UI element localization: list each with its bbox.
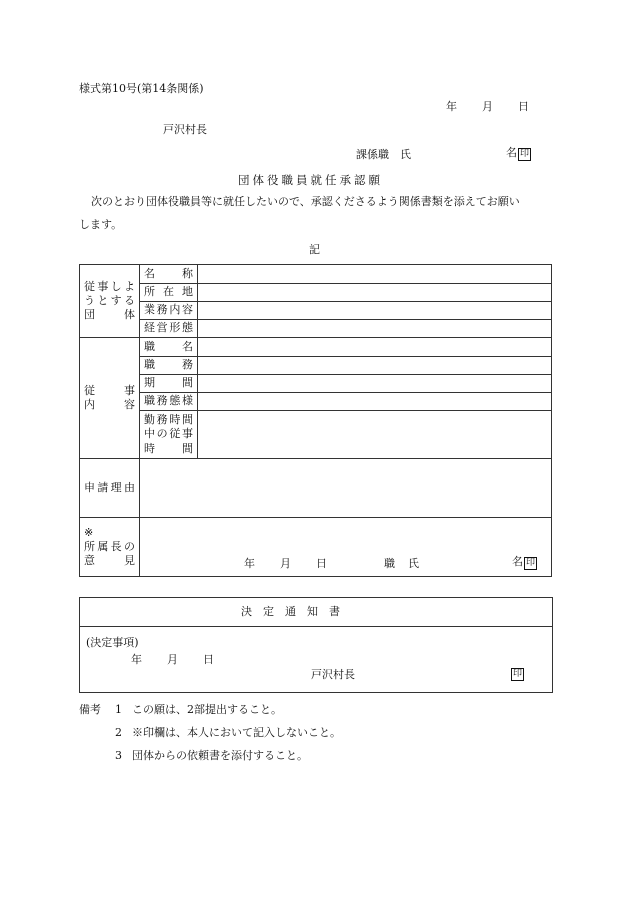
form-number: 様式第10号(第14条関係): [79, 82, 204, 95]
opinion-month: 月: [280, 557, 291, 570]
decision-matter-label: (決定事項): [86, 636, 139, 649]
decision-year: 年: [131, 653, 142, 666]
row-label: 経営形態: [140, 320, 198, 338]
applicant-name-suffix: 名 印: [506, 146, 530, 159]
opinion-name-label: 氏: [408, 557, 419, 570]
row-label: 業務内容: [140, 302, 198, 320]
body-line-2: します。: [79, 218, 123, 231]
field-name[interactable]: [198, 265, 552, 284]
group2-label: 従 事 内 容: [80, 338, 140, 459]
decision-signer: 戸沢村長: [311, 668, 355, 681]
field-opinion[interactable]: [140, 518, 552, 577]
decision-month: 月: [167, 653, 178, 666]
decision-day: 日: [203, 653, 214, 666]
reason-label: 申請理由: [80, 459, 140, 518]
row-label: 所 在 地: [140, 284, 198, 302]
seal-stamp: 印: [520, 149, 530, 159]
date-day: 日: [518, 100, 529, 113]
field-position[interactable]: [198, 338, 552, 357]
addressee: 戸沢村長: [163, 123, 207, 136]
decision-seal: [510, 667, 524, 681]
decision-title: 決 定 通 知 書: [241, 605, 340, 618]
date-year: 年: [446, 100, 457, 113]
notes-label: 備考: [79, 703, 101, 716]
note-text: この願は、2部提出すること。: [132, 703, 282, 716]
row-label: 期 間: [140, 375, 198, 393]
decision-divider: [79, 626, 552, 627]
field-reason[interactable]: [140, 459, 552, 518]
field-work-mode[interactable]: [198, 393, 552, 411]
applicant-dept: 課係職: [356, 148, 389, 161]
opinion-name-suffix: 名 印: [512, 555, 536, 568]
group1-label: 従事しよ うとする 団 体: [80, 265, 140, 338]
note-text: 団体からの依頼書を添付すること。: [132, 749, 308, 762]
field-work-hours[interactable]: [198, 411, 552, 459]
field-business[interactable]: [198, 302, 552, 320]
body-line-1: 次のとおり団体役職員等に就任したいので、承認くださるよう関係書類を添えてお願い: [91, 195, 520, 208]
seal-stamp: 印: [513, 669, 523, 679]
ki-label: 記: [309, 243, 320, 256]
field-duties[interactable]: [198, 357, 552, 375]
note-number: 3: [115, 749, 122, 762]
note-text: ※印欄は、本人において記入しないこと。: [132, 726, 341, 739]
seal-stamp: 印: [526, 558, 536, 568]
field-period[interactable]: [198, 375, 552, 393]
row-label: 職 名: [140, 338, 198, 357]
field-management[interactable]: [198, 320, 552, 338]
opinion-year: 年: [244, 557, 255, 570]
opinion-day: 日: [316, 557, 327, 570]
date-month: 月: [482, 100, 493, 113]
opinion-label: ※ 所属長の 意 見: [80, 518, 140, 577]
document-title: 団体役職員就任承認願: [238, 173, 383, 187]
note-number: 1: [115, 703, 122, 716]
applicant-name-label: 氏: [400, 148, 411, 161]
field-address[interactable]: [198, 284, 552, 302]
note-number: 2: [115, 726, 122, 739]
application-table: [79, 264, 552, 577]
row-label-work-hours: 勤務時間 中の従事 時 間: [140, 411, 198, 459]
opinion-position: 職: [384, 557, 395, 570]
row-label: 職 務: [140, 357, 198, 375]
row-label: 名 称: [140, 265, 198, 284]
row-label: 職務態様: [140, 393, 198, 411]
